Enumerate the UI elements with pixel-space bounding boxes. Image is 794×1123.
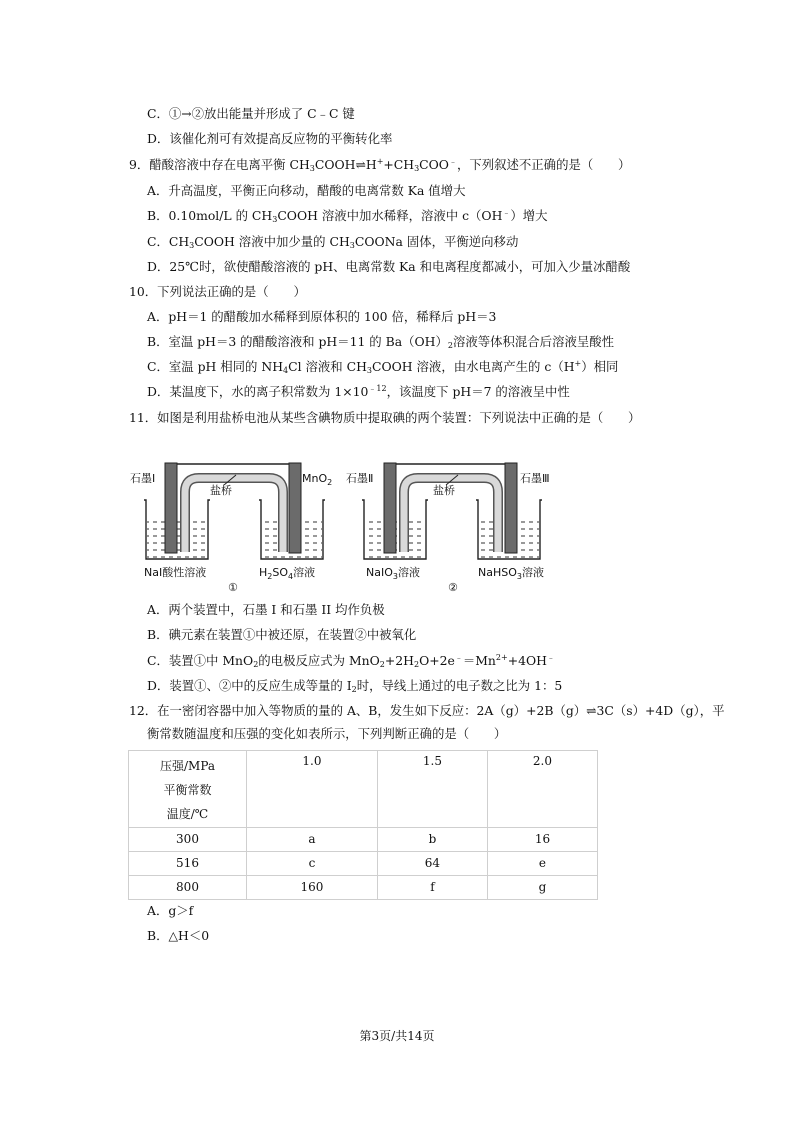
salt-bridge-cell-diagram [128, 456, 568, 596]
table-corner-header: 压强/MPa 平衡常数 温度/℃ [129, 751, 247, 828]
table-cell: a [247, 828, 378, 852]
q9-option-b: B．0.10mol/L 的 $CH_3COOH$ 溶液中加水稀释，溶液中 c（OH﹣）增大 [147, 208, 548, 224]
electrode-graphite-3 [505, 463, 517, 553]
table-header-row [129, 751, 598, 828]
label-graphite-2: 石墨Ⅱ [346, 472, 374, 485]
label-nahso3-solution: NaHSO$_3$溶液 [478, 566, 544, 581]
q10-option-b: B．室温 pH＝3 的醋酸溶液和 pH＝11 的 $Ba(OH)_2$溶液等体积混合后溶液呈酸性 [147, 334, 615, 350]
q8-option-d: D．该催化剂可有效提高反应物的平衡转化率 [147, 131, 393, 146]
label-h2so4-solution: $H_2SO_4$溶液 [259, 566, 316, 581]
table-header-pressure: 1.0 [247, 751, 378, 828]
table-header-pressure: 1.5 [377, 751, 487, 828]
q11-option-a: A．两个装置中，石墨 I 和石墨 II 均作负极 [147, 602, 385, 617]
table-row [129, 828, 598, 852]
q11-stem: 11．如图是利用盐桥电池从某些含碘物质中提取碘的两个装置：下列说法中正确的是（ ） [129, 410, 641, 425]
table-row [129, 852, 598, 876]
equilibrium-constant-table [128, 750, 598, 900]
q8-option-c: C．①→②放出能量并形成了 C﹣C 键 [147, 106, 355, 121]
electrode-graphite-1 [165, 463, 177, 553]
table-header-pressure: 2.0 [487, 751, 597, 828]
q12-option-a: A．g＞f [147, 903, 194, 918]
label-device-1: ① [228, 581, 238, 594]
q9-stem: 9．醋酸溶液中存在电离平衡 $CH_3COOH\rightleftharpoons H^++CH_3COO^﹣$，下列叙述不正确的是（ ） [129, 157, 631, 173]
electrode-graphite-2 [384, 463, 396, 553]
table-cell: 64 [377, 852, 487, 876]
q10-option-a: A．pH＝1 的醋酸加水稀释到原体积的 100 倍，稀释后 pH＝3 [147, 309, 497, 324]
table-cell: e [487, 852, 597, 876]
label-salt-bridge-1: 盐桥 [210, 484, 232, 497]
table-cell-temp: 516 [129, 852, 247, 876]
device-1 [130, 463, 332, 594]
table-cell: c [247, 852, 378, 876]
q11-option-c: C．装置①中 MnO$_2$的电极反应式为 $MnO_2+2H_2O+2e^﹣=Mn^{2+}+4OH^﹣$ [147, 653, 555, 669]
q12-stem-line2: 衡常数随温度和压强的变化如表所示，下列判断正确的是（ ） [147, 726, 507, 741]
q11-option-d: D．装置①、②中的反应生成等量的 $I_2$时，导线上通过的电子数之比为 1：5 [147, 678, 563, 694]
table-cell: f [377, 876, 487, 900]
label-nai-acidic-solution: NaI酸性溶液 [144, 566, 207, 579]
device-2 [346, 463, 550, 594]
q12-option-b: B．△H＜0 [147, 928, 210, 943]
label-device-2: ② [448, 581, 458, 594]
table-cell: 160 [247, 876, 378, 900]
q9-option-a: A．升高温度，平衡正向移动，醋酸的电离常数 Ka 值增大 [147, 183, 466, 198]
q10-stem: 10．下列说法正确的是（ ） [129, 284, 306, 299]
table-row [129, 876, 598, 900]
table-cell-temp: 300 [129, 828, 247, 852]
q12-stem-line1: 12．在一密闭容器中加入等物质的量的 A、B，发生如下反应：2A（g）+2B（g）⇌3C（s）+4D（g），平 [129, 703, 725, 718]
label-graphite-1: 石墨Ⅰ [130, 472, 156, 485]
table-cell: 16 [487, 828, 597, 852]
q10-option-d: D．某温度下，水的离子积常数为 $1\times 10^{﹣12}$，该温度下 pH＝7 的溶液呈中性 [147, 384, 570, 399]
label-salt-bridge-2: 盐桥 [433, 484, 455, 497]
q11-option-b: B．碘元素在装置①中被还原，在装置②中被氧化 [147, 627, 417, 642]
page-footer: 第3页/共14页 [359, 1029, 435, 1043]
table-cell: g [487, 876, 597, 900]
table-cell-temp: 800 [129, 876, 247, 900]
q10-option-c: C．室温 pH 相同的 $NH_4Cl$ 溶液和 $CH_3COOH$ 溶液，由水电离产生的 c（H+）相同 [147, 359, 619, 375]
table-cell: b [377, 828, 487, 852]
label-mno2: MnO$_2$ [302, 472, 333, 487]
label-graphite-3: 石墨Ⅲ [520, 472, 550, 485]
label-naio3-solution: NaIO$_3$溶液 [366, 566, 420, 581]
q9-option-c: C．$CH_3COOH$ 溶液中加少量的 $CH_3COONa$ 固体，平衡逆向移动 [147, 234, 519, 250]
q9-option-d: D．25℃时，欲使醋酸溶液的 pH、电离常数 Ka 和电离程度都减小，可加入少量冰醋酸 [147, 259, 631, 274]
electrode-mno2 [289, 463, 301, 553]
